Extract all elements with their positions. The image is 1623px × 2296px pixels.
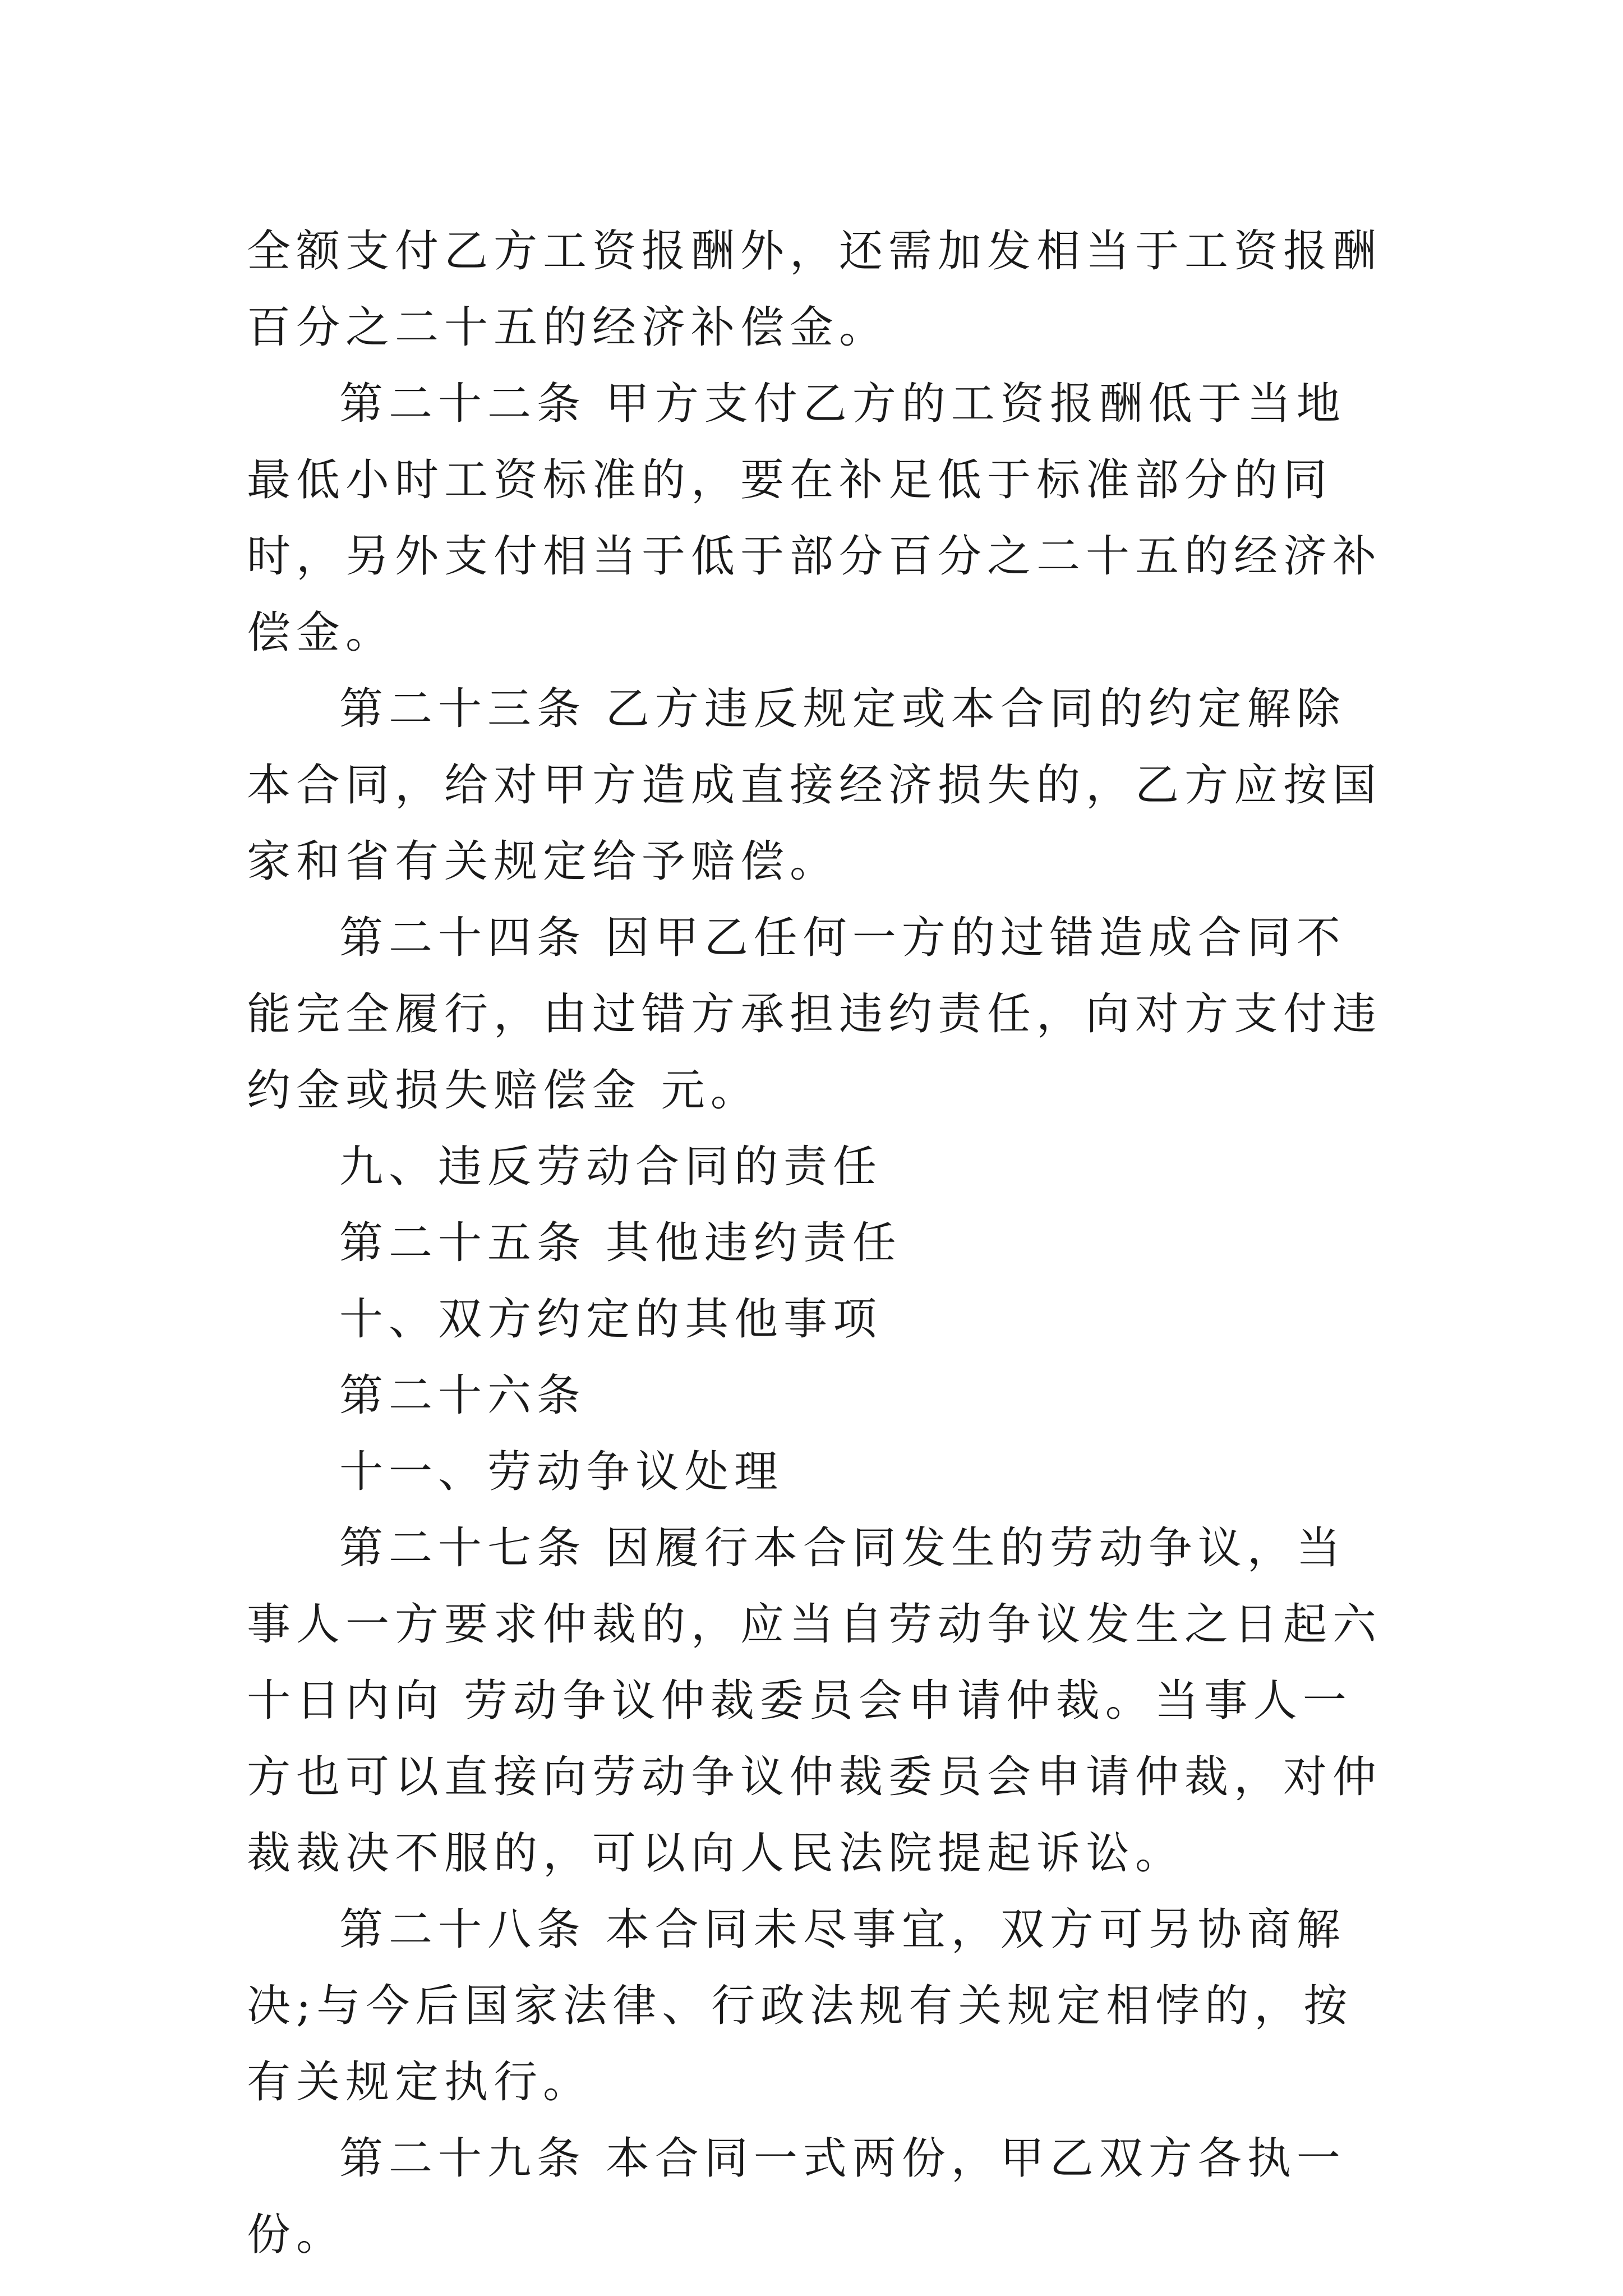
article-29: 第二十九条 本合同一式两份，甲乙双方各执一份。 xyxy=(247,2133,1346,2260)
article-26: 第二十六条 xyxy=(339,1370,587,1421)
article-24: 第二十四条 因甲乙任何一方的过错造成合同不能完全履行，由过错方承担违约责任，向对方支付违约金或损失赔偿金 元。 xyxy=(247,913,1382,1116)
article-25: 第二十五条 其他违约责任 xyxy=(339,1218,902,1268)
article-27: 第二十七条 因履行本合同发生的劳动争议，当事人一方要求仲裁的，应当自劳动争议发生之日起六十日内向 劳动争议仲裁委员会申请仲裁。当事人一方也可以直接向劳动争议仲裁委员会申请仲裁，对仲裁裁决不服的，可以向人民法院提起诉讼。 xyxy=(247,1523,1382,1879)
article-23: 第二十三条 乙方违反规定或本合同的约定解除本合同，给对甲方造成直接经济损失的，乙方应按国家和省有关规定给予赔偿。 xyxy=(247,684,1382,887)
article-28: 第二十八条 本合同未尽事宜，双方可另协商解决;与今后国家法律、行政法规有关规定相悖的，按有关规定执行。 xyxy=(247,1904,1353,2108)
article-22: 第二十二条 甲方支付乙方的工资报酬低于当地最低小时工资标准的，要在补足低于标准部分的同时，另外支付相当于低于部分百分之二十五的经济补偿金。 xyxy=(247,379,1382,658)
section-heading-11: 十一、劳动争议处理 xyxy=(339,1447,784,1497)
paragraph-continuation: 全额支付乙方工资报酬外，还需加发相当于工资报酬百分之二十五的经济补偿金。 xyxy=(247,226,1382,353)
section-heading-9: 九、违反劳动合同的责任 xyxy=(339,1142,883,1192)
document-body xyxy=(247,213,1391,2273)
section-heading-10: 十、双方约定的其他事项 xyxy=(339,1294,883,1345)
